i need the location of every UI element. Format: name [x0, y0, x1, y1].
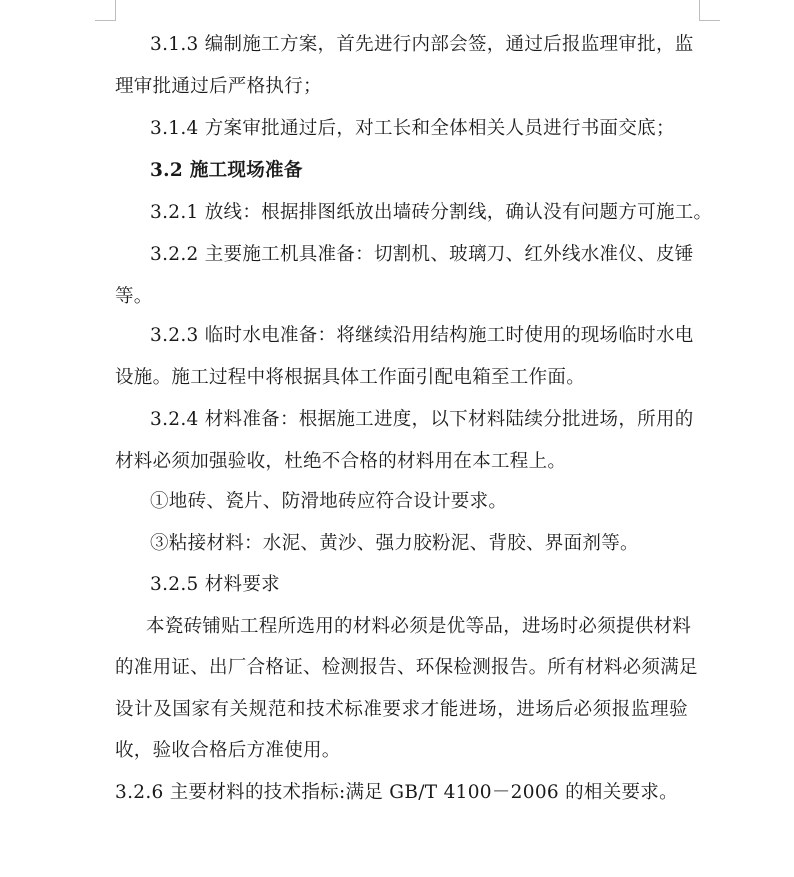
paragraph-3-2-6: 3.2.6 主要材料的技术指标:满足 GB/T 4100－2006 的相关要求。: [115, 782, 678, 803]
material-requirements-line-2: 的准用证、出厂合格证、检测报告、环保检测报告。所有材料必须满足: [115, 657, 698, 678]
paragraph-3-2-2-line-1: 3.2.2 主要施工机具准备：切割机、玻璃刀、红外线水准仪、皮锤: [150, 244, 694, 265]
paragraph-3-1-3-line-1: 3.1.3 编制施工方案，首先进行内部会签，通过后报监理审批，监: [150, 34, 694, 55]
paragraph-3-2-2-line-2: 等。: [115, 286, 153, 307]
paragraph-3-2-3-line-1: 3.2.3 临时水电准备：将继续沿用结构施工时使用的现场临时水电: [150, 325, 694, 346]
material-requirements-line-1: 本瓷砖铺贴工程所选用的材料必须是优等品，进场时必须提供材料: [146, 616, 692, 637]
paragraph-3-2-5-heading: 3.2.5 材料要求: [150, 574, 280, 595]
page-corner-mark-top-left: [95, 0, 116, 21]
paragraph-3-1-4: 3.1.4 方案审批通过后，对工长和全体相关人员进行书面交底；: [150, 118, 675, 139]
list-item-bonding-materials: ③粘接材料：水泥、黄沙、强力胶粉泥、背胶、界面剂等。: [150, 533, 639, 554]
page-corner-mark-top-right: [699, 0, 720, 21]
list-item-floor-tiles: ①地砖、瓷片、防滑地砖应符合设计要求。: [150, 491, 508, 512]
paragraph-3-2-4-line-2: 材料必须加强验收，杜绝不合格的材料用在本工程上。: [115, 451, 567, 472]
paragraph-3-2-3-line-2: 设施。施工过程中将根据具体工作面引配电箱至工作面。: [115, 367, 586, 388]
paragraph-3-1-3-line-2: 理审批通过后严格执行；: [115, 76, 322, 97]
material-requirements-line-3: 设计及国家有关规范和技术标准要求才能进场，进场后必须报监理验: [115, 699, 688, 720]
material-requirements-line-4: 收，验收合格后方准使用。: [115, 740, 341, 761]
paragraph-3-2-4-line-1: 3.2.4 材料准备：根据施工进度，以下材料陆续分批进场，所用的: [150, 409, 694, 430]
paragraph-3-2-1: 3.2.1 放线：根据排图纸放出墙砖分割线，确认没有问题方可施工。: [150, 202, 713, 223]
section-heading-3-2: 3.2 施工现场准备: [150, 160, 303, 181]
